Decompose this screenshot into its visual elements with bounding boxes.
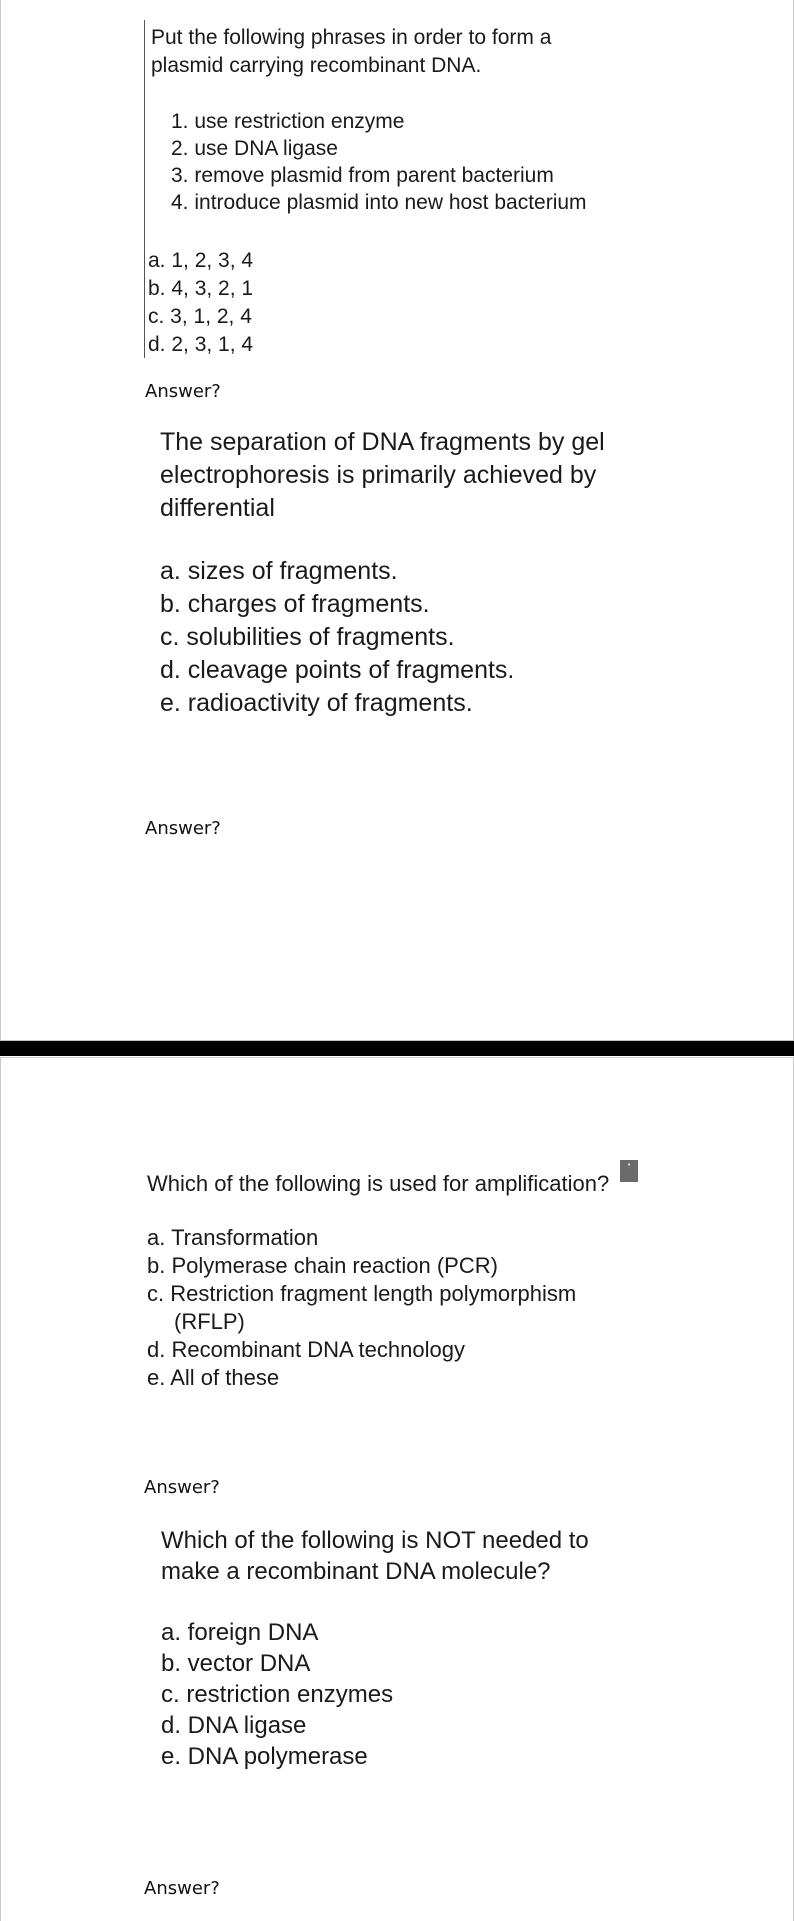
question-3-prompt: Which of the following is used for amplification? (147, 1171, 610, 1196)
question-4-answer-label: Answer? (144, 1878, 220, 1899)
question-1-answer-label: Answer? (145, 381, 221, 402)
question-1-option: a. 1, 2, 3, 4 (148, 249, 254, 272)
question-3-option-continuation: (RFLP) (174, 1309, 245, 1334)
question-2-option: c. solubilities of fragments. (160, 623, 455, 651)
question-4-option: c. restriction enzymes (161, 1681, 394, 1708)
question-2-option: e. radioactivity of fragments. (160, 689, 473, 717)
question-4-prompt (161, 1525, 681, 1587)
question-3-option: e. All of these (147, 1365, 280, 1390)
question-4-option: b. vector DNA (161, 1650, 311, 1677)
question-4-prompt-line: make a recombinant DNA molecule? (161, 1558, 551, 1585)
question-2-prompt (160, 426, 680, 525)
question-4-option: d. DNA ligase (161, 1712, 307, 1739)
question-4-option: a. foreign DNA (161, 1619, 319, 1646)
question-2-prompt-line: differential (160, 494, 275, 522)
question-1-step: 2. use DNA ligase (171, 137, 338, 160)
question-2-option: d. cleavage points of fragments. (160, 656, 515, 684)
page-separator-bar (0, 1041, 794, 1056)
question-2-options (160, 555, 720, 720)
question-4-option: e. DNA polymerase (161, 1743, 368, 1770)
question-2-prompt-line: The separation of DNA fragments by gel (160, 428, 605, 456)
question-1-prompt-line: Put the following phrases in order to form a (151, 26, 552, 49)
question-2-option: a. sizes of fragments. (160, 557, 398, 585)
question-3-answer-label: Answer? (144, 1477, 220, 1498)
question-1-option: c. 3, 1, 2, 4 (148, 305, 252, 328)
question-1-option: d. 2, 3, 1, 4 (148, 333, 254, 356)
question-1-step: 4. introduce plasmid into new host bacterium (171, 191, 587, 214)
question-1-option: b. 4, 3, 2, 1 (148, 277, 254, 300)
question-1-step: 3. remove plasmid from parent bacterium (171, 164, 554, 187)
question-2-option: b. charges of fragments. (160, 590, 430, 618)
question-4-options (161, 1617, 681, 1772)
question-3-option: c. Restriction fragment length polymorphism (147, 1281, 577, 1306)
question-3-options (147, 1224, 667, 1392)
pdf-overlay-icon: ▪ (620, 1160, 638, 1182)
question-1-prompt (151, 24, 671, 80)
question-1-options (148, 247, 448, 359)
question-3-option: a. Transformation (147, 1225, 319, 1250)
question-1-prompt-line: plasmid carrying recombinant DNA. (151, 54, 482, 77)
question-3-option: b. Polymerase chain reaction (PCR) (147, 1253, 498, 1278)
question-1-steps-list (171, 108, 691, 216)
question-3-option: d. Recombinant DNA technology (147, 1337, 465, 1362)
question-2-prompt-line: electrophoresis is primarily achieved by (160, 461, 597, 489)
question-2-answer-label: Answer? (145, 818, 221, 839)
question-4-prompt-line: Which of the following is NOT needed to (161, 1527, 589, 1554)
question-1-step: 1. use restriction enzyme (171, 110, 405, 133)
